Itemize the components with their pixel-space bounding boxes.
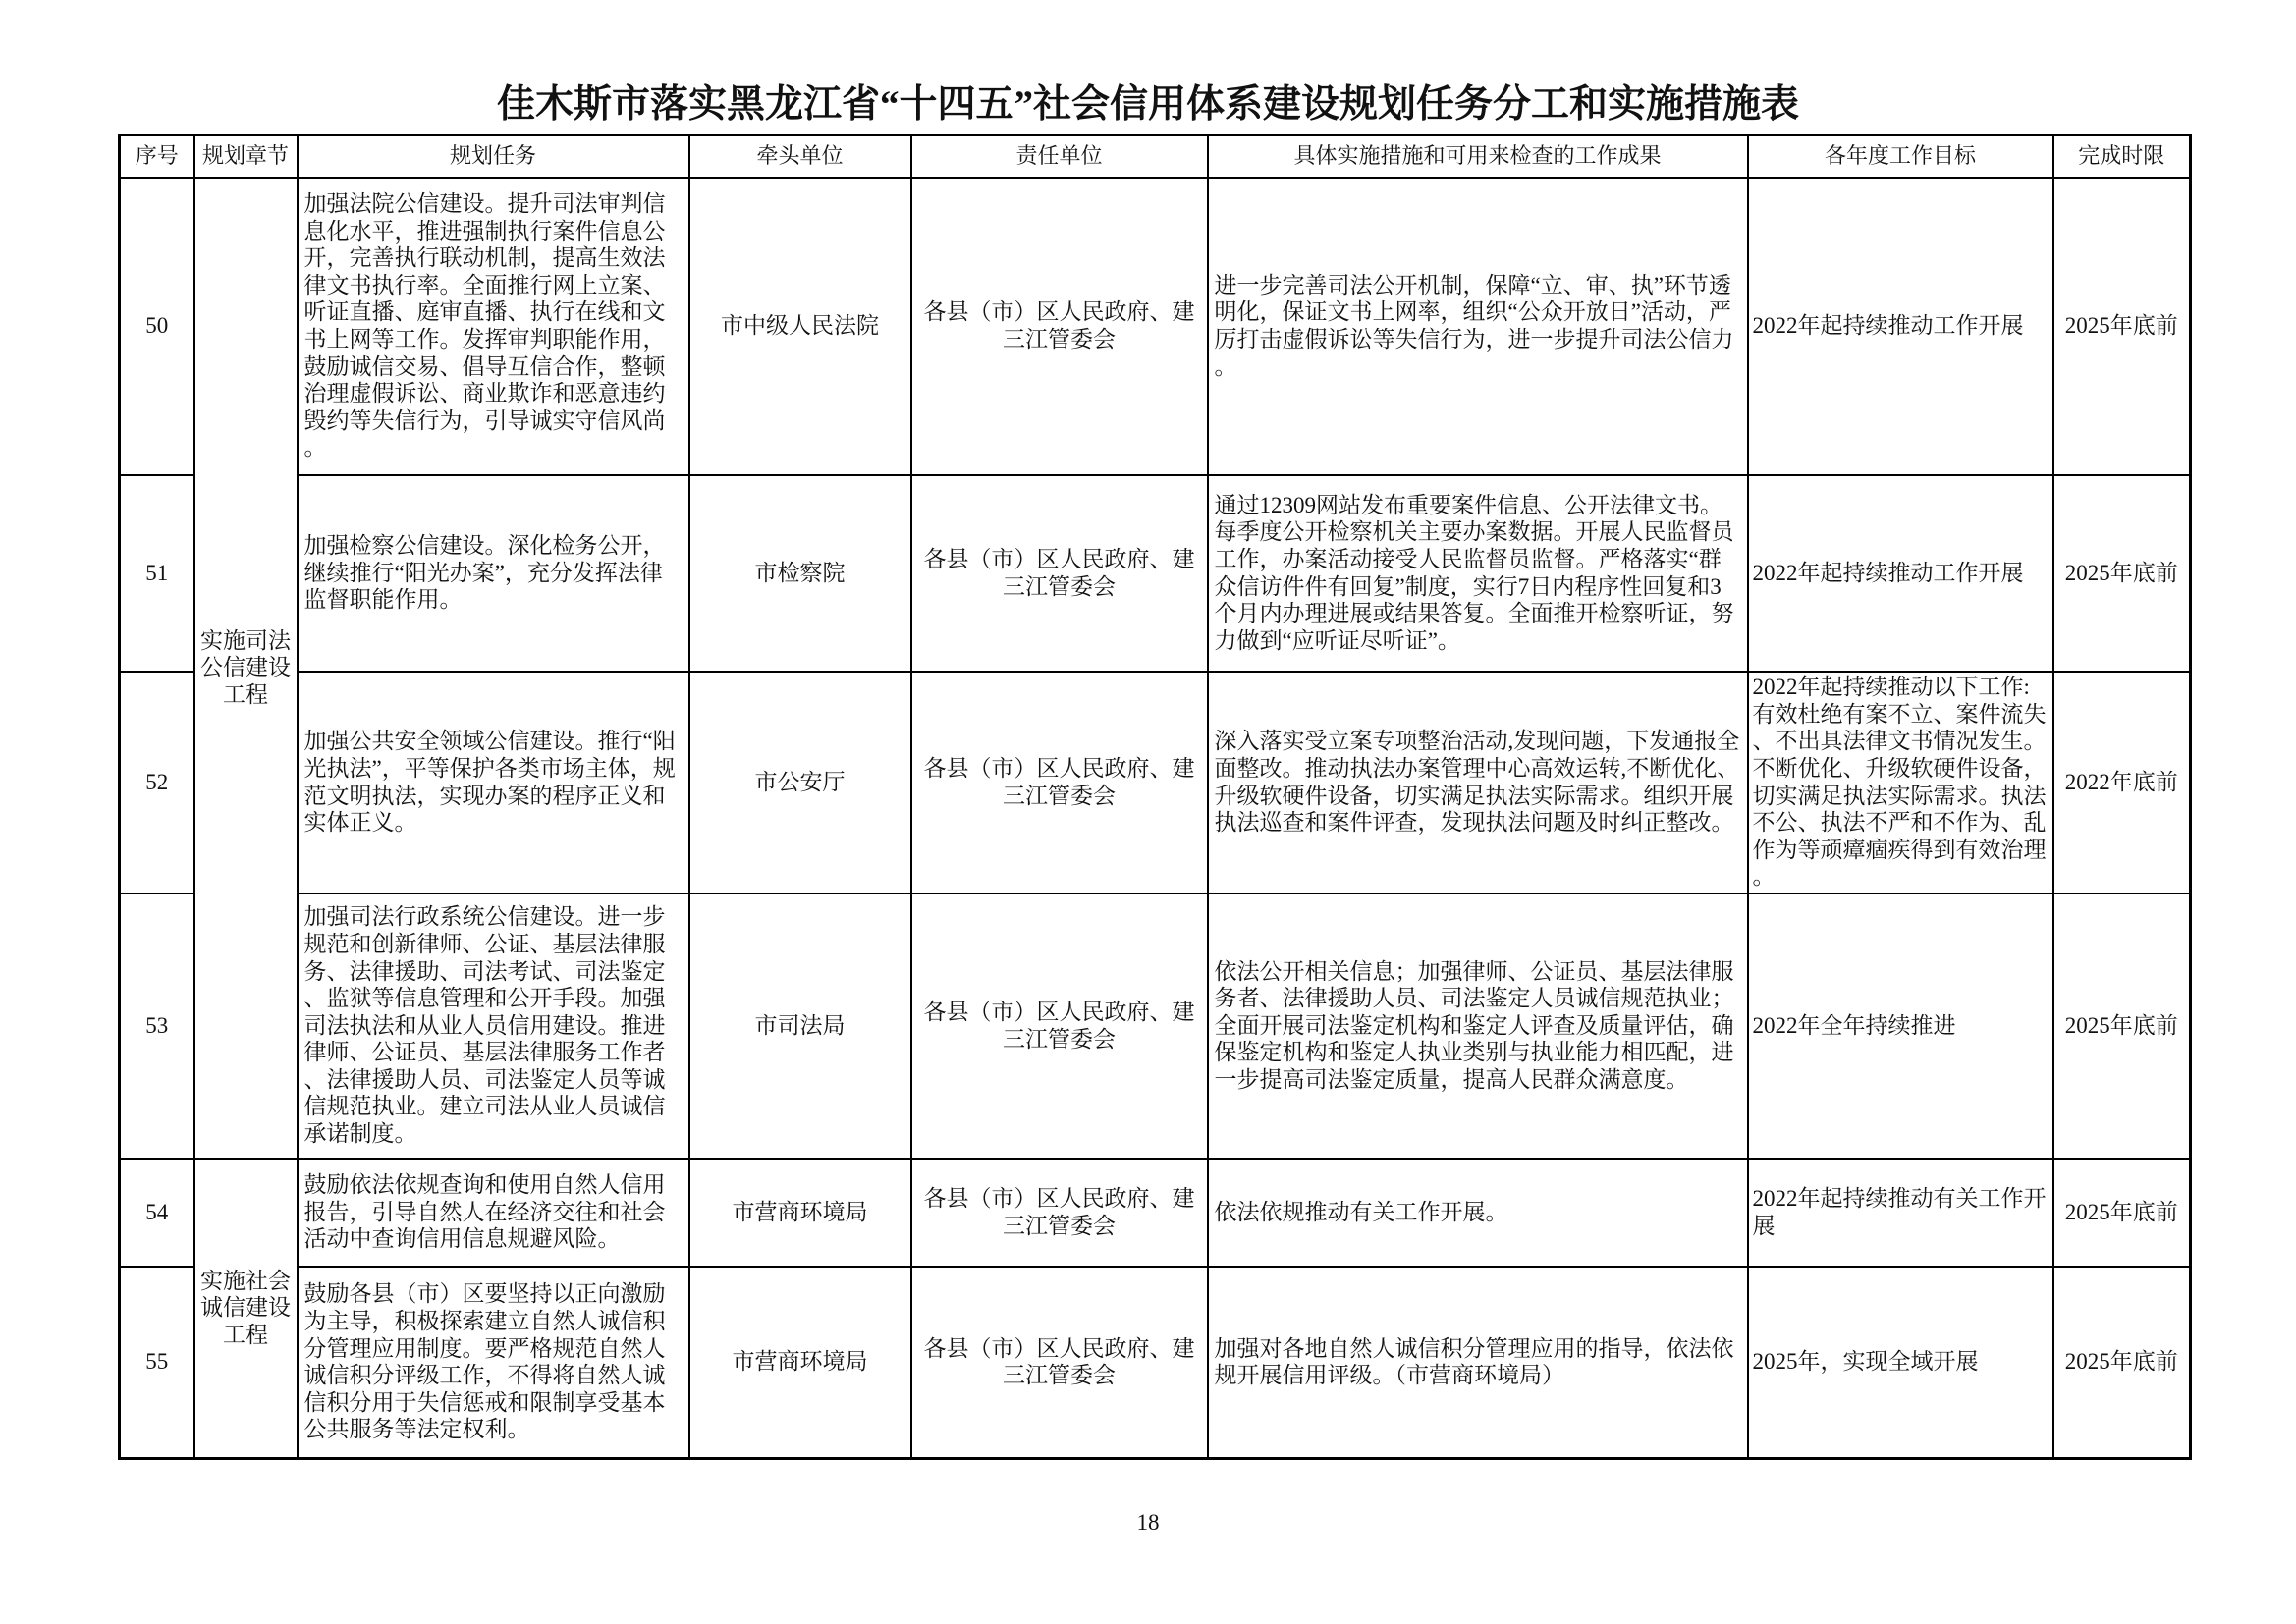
measures-cell: 深入落实受立案专项整治活动,发现问题，下发通报全面整改。推动执法办案管理中心高效运转,不断优化、升级软硬件设备，切实满足执法实际需求。组织开展执法巡查和案件评查，发现执法问题及时纠正整改。 bbox=[1208, 672, 1748, 893]
annual-target-cell: 2022年起持续推动以下工作:有效杜绝有案不立、案件流失、不出具法律文书情况发生。不断优化、升级软硬件设备，切实满足执法实际需求。执法不公、执法不严和不作为、乱作为等顽瘴痼疾得到有效治理。 bbox=[1748, 672, 2053, 893]
header-measures: 具体实施措施和可用来检查的工作成果 bbox=[1208, 135, 1748, 178]
seq-cell: 51 bbox=[120, 475, 194, 672]
lead-unit-cell: 市中级人民法院 bbox=[689, 178, 911, 475]
seq-cell: 54 bbox=[120, 1159, 194, 1267]
header-seq: 序号 bbox=[120, 135, 194, 178]
responsible-unit-cell: 各县（市）区人民政府、建三江管委会 bbox=[911, 893, 1208, 1159]
seq-cell: 50 bbox=[120, 178, 194, 475]
section-cell: 实施社会诚信建设工程 bbox=[194, 1159, 298, 1459]
table-row bbox=[120, 1267, 2191, 1459]
annual-target-cell: 2022年起持续推动工作开展 bbox=[1748, 475, 2053, 672]
responsible-unit-cell: 各县（市）区人民政府、建三江管委会 bbox=[911, 178, 1208, 475]
annual-target-cell: 2025年，实现全域开展 bbox=[1748, 1267, 2053, 1459]
seq-cell: 52 bbox=[120, 672, 194, 893]
deadline-cell: 2025年底前 bbox=[2053, 178, 2191, 475]
annual-target-cell: 2022年全年持续推进 bbox=[1748, 893, 2053, 1159]
task-cell: 鼓励依法依规查询和使用自然人信用报告，引导自然人在经济交往和社会活动中查询信用信息规避风险。 bbox=[298, 1159, 689, 1267]
measures-cell: 加强对各地自然人诚信积分管理应用的指导，依法依规开展信用评级。（市营商环境局） bbox=[1208, 1267, 1748, 1459]
page-number: 18 bbox=[1136, 1510, 1160, 1535]
header-section: 规划章节 bbox=[194, 135, 298, 178]
responsible-unit-cell: 各县（市）区人民政府、建三江管委会 bbox=[911, 1159, 1208, 1267]
lead-unit-cell: 市营商环境局 bbox=[689, 1159, 911, 1267]
deadline-cell: 2025年底前 bbox=[2053, 475, 2191, 672]
page-title: 佳木斯市落实黑龙江省“十四五”社会信用体系建设规划任务分工和实施措施表 bbox=[496, 83, 1799, 126]
table-row bbox=[120, 1159, 2191, 1267]
responsible-unit-cell: 各县（市）区人民政府、建三江管委会 bbox=[911, 672, 1208, 893]
deadline-cell: 2025年底前 bbox=[2053, 1159, 2191, 1267]
table-row bbox=[120, 672, 2191, 893]
deadline-cell: 2025年底前 bbox=[2053, 893, 2191, 1159]
lead-unit-cell: 市司法局 bbox=[689, 893, 911, 1159]
task-cell: 加强公共安全领域公信建设。推行“阳光执法”，平等保护各类市场主体，规范文明执法，实现办案的程序正义和实体正义。 bbox=[298, 672, 689, 893]
header-lead-unit: 牵头单位 bbox=[689, 135, 911, 178]
lead-unit-cell: 市营商环境局 bbox=[689, 1267, 911, 1459]
task-cell: 加强检察公信建设。深化检务公开，继续推行“阳光办案”，充分发挥法律监督职能作用。 bbox=[298, 475, 689, 672]
annual-target-cell: 2022年起持续推动工作开展 bbox=[1748, 178, 2053, 475]
seq-cell: 55 bbox=[120, 1267, 194, 1459]
measures-cell: 依法依规推动有关工作开展。 bbox=[1208, 1159, 1748, 1267]
deadline-cell: 2022年底前 bbox=[2053, 672, 2191, 893]
responsible-unit-cell: 各县（市）区人民政府、建三江管委会 bbox=[911, 1267, 1208, 1459]
header-deadline: 完成时限 bbox=[2053, 135, 2191, 178]
task-cell: 加强司法行政系统公信建设。进一步规范和创新律师、公证、基层法律服务、法律援助、司法考试、司法鉴定、监狱等信息管理和公开手段。加强司法执法和从业人员信用建设。推进律师、公证员、基层法律服务工作者、法律援助人员、司法鉴定人员等诚信规范执业。建立司法从业人员诚信承诺制度。 bbox=[298, 893, 689, 1159]
table-row bbox=[120, 893, 2191, 1159]
section-cell: 实施司法公信建设工程 bbox=[194, 178, 298, 1159]
table-header bbox=[120, 135, 2191, 178]
header-row bbox=[120, 135, 2191, 178]
annual-target-cell: 2022年起持续推动有关工作开展 bbox=[1748, 1159, 2053, 1267]
lead-unit-cell: 市检察院 bbox=[689, 475, 911, 672]
measures-cell: 通过12309网站发布重要案件信息、公开法律文书。每季度公开检察机关主要办案数据。开展人民监督员工作，办案活动接受人民监督员监督。严格落实“群众信访件件有回复”制度，实行7日内程序性回复和3个月内办理进展或结果答复。全面推开检察听证，努力做到“应听证尽听证”。 bbox=[1208, 475, 1748, 672]
header-task: 规划任务 bbox=[298, 135, 689, 178]
measures-cell: 进一步完善司法公开机制，保障“立、审、执”环节透明化，保证文书上网率，组织“公众开放日”活动，严厉打击虚假诉讼等失信行为，进一步提升司法公信力。 bbox=[1208, 178, 1748, 475]
seq-cell: 53 bbox=[120, 893, 194, 1159]
table-row bbox=[120, 475, 2191, 672]
task-cell: 鼓励各县（市）区要坚持以正向激励为主导，积极探索建立自然人诚信积分管理应用制度。要严格规范自然人诚信积分评级工作，不得将自然人诚信积分用于失信惩戒和限制享受基本公共服务等法定权利。 bbox=[298, 1267, 689, 1459]
task-cell: 加强法院公信建设。提升司法审判信息化水平，推进强制执行案件信息公开，完善执行联动机制，提高生效法律文书执行率。全面推行网上立案、听证直播、庭审直播、执行在线和文书上网等工作。发挥审判职能作用，鼓励诚信交易、倡导互信合作，整顿治理虚假诉讼、商业欺诈和恶意违约毁约等失信行为，引导诚实守信风尚。 bbox=[298, 178, 689, 475]
table-body bbox=[120, 178, 2191, 1459]
table-row bbox=[120, 178, 2191, 475]
task-table bbox=[118, 134, 2192, 1460]
header-annual-target: 各年度工作目标 bbox=[1748, 135, 2053, 178]
measures-cell: 依法公开相关信息；加强律师、公证员、基层法律服务者、法律援助人员、司法鉴定人员诚信规范执业；全面开展司法鉴定机构和鉴定人评查及质量评估，确保鉴定机构和鉴定人执业类别与执业能力相匹配，进一步提高司法鉴定质量，提高人民群众满意度。 bbox=[1208, 893, 1748, 1159]
responsible-unit-cell: 各县（市）区人民政府、建三江管委会 bbox=[911, 475, 1208, 672]
header-responsible-unit: 责任单位 bbox=[911, 135, 1208, 178]
lead-unit-cell: 市公安厅 bbox=[689, 672, 911, 893]
deadline-cell: 2025年底前 bbox=[2053, 1267, 2191, 1459]
